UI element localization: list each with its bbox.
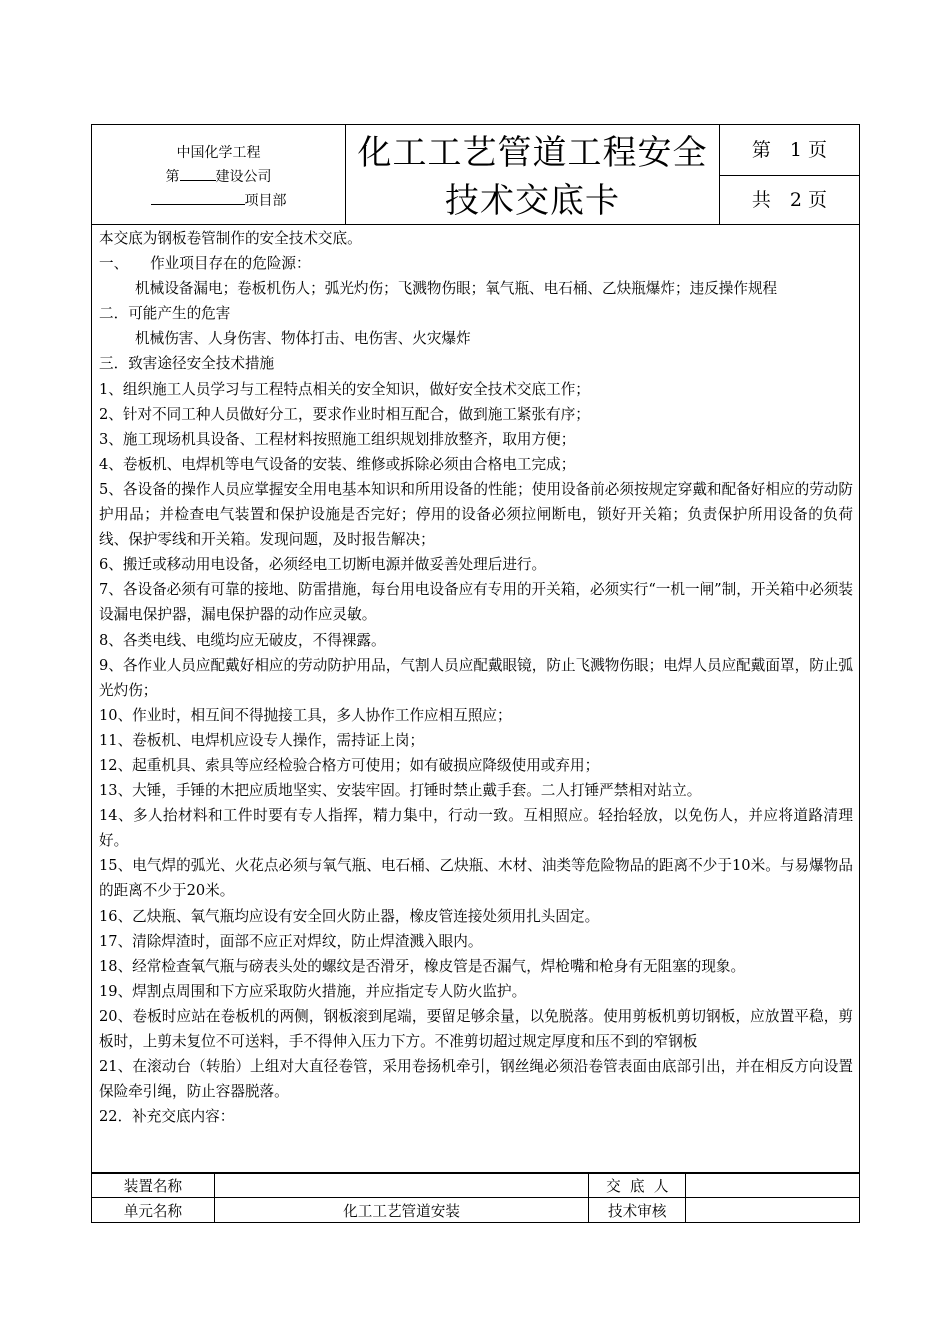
section-3-heading: 三．致害途径安全技术措施: [99, 355, 275, 373]
device-name-value: [214, 1173, 588, 1198]
branch-blank: [180, 166, 216, 181]
measure-item: 8、各类电线、电缆均应无破皮，不得裸露。: [99, 631, 386, 649]
signature-table: [91, 1172, 860, 1223]
intro-text: 本交底为钢板卷管制作的安全技术交底。: [99, 230, 362, 247]
measure-item: 2、针对不同工种人员做好分工，要求作业时相互配合，做到施工紧张有序；: [99, 405, 590, 423]
measure-item: 6、搬迁或移动用电设备，必须经电工切断电源并做妥善处理后进行。: [99, 556, 547, 574]
document-title: 化工工艺管道工程安全 技术交底卡: [346, 125, 720, 224]
section-2-text: 机械伤害、人身伤害、物体打击、电伤害、火灾爆炸: [135, 330, 471, 348]
measure-item: 1、组织施工人员学习与工程特点相关的安全知识，做好安全技术交底工作；: [99, 380, 590, 398]
project-blank: [151, 190, 245, 205]
supplement-item: 22．补充交底内容：: [99, 1108, 235, 1126]
section-2-heading: 二．可能产生的危害: [99, 305, 231, 323]
disclosure-content: [91, 224, 860, 1174]
measure-item: 18、经常检查氧气瓶与磅表头处的螺纹是否滑牙，橡皮管是否漏气，焊枪嘴和枪身有无阻塞的现象。: [99, 957, 746, 975]
company-name: 中国化学工程: [176, 145, 261, 161]
table-row: [92, 1198, 860, 1223]
measure-item: 14、多人抬材料和工件时要有专人指挥，精力集中，行动一致。互相照应。轻抬轻放，以免伤人，并应将道路清理好。: [99, 807, 853, 850]
measure-item: 5、各设备的操作人员应掌握安全用电基本知识和所用设备的性能；使用设备前必须按规定穿戴和配备好相应的劳动防护用品；并检查电气装置和保护设施是否完好；停用的设备必须拉闸断电，锁好开关箱；负责保护所用设备的负荷线、保护零线和开关箱。发现问题，及时报告解决；: [99, 480, 853, 549]
unit-name-value: 化工工艺管道安装: [214, 1198, 588, 1223]
measure-item: 4、卷板机、电焊机等电气设备的安装、维修或拆除必须由合格电工完成；: [99, 455, 576, 473]
section-1-heading: 一、 作业项目存在的危险源：: [99, 255, 311, 273]
device-name-label: 装置名称: [92, 1173, 215, 1198]
measure-item: 10、作业时，相互间不得抛接工具，多人协作工作应相互照应；: [99, 706, 512, 724]
safety-disclosure-card: [91, 124, 860, 1224]
measure-item: 13、大锤，手锤的木把应质地坚实、安装牢固。打锤时禁止戴手套。二人打锤严禁相对站立。: [99, 782, 702, 800]
measure-item: 9、各作业人员应配戴好相应的劳动防护用品，气割人员应配戴眼镜，防止飞溅物伤眼；电焊人员应配戴面罩，防止弧光灼伤；: [99, 656, 853, 699]
measure-item: 19、焊割点周围和下方应采取防火措施，并应指定专人防火监护。: [99, 982, 527, 1000]
technical-review-label: 技术审核: [589, 1198, 686, 1223]
measure-item: 21、在滚动台（转胎）上组对大直径卷管，采用卷扬机牵引，钢丝绳必须沿卷管表面由底部引出，并在相反方向设置保险牵引绳，防止容器脱落。: [99, 1058, 853, 1101]
branch-line: 第 建设公司: [92, 165, 345, 189]
project-line: 项目部: [92, 189, 345, 213]
discloser-label: 交 底 人: [589, 1173, 686, 1198]
organization-block: [92, 125, 346, 224]
measure-item: 15、电气焊的弧光、火花点必须与氧气瓶、电石桶、乙炔瓶、木材、油类等危险物品的距离不少于10米。与易爆物品的距离不少于20米。: [99, 857, 853, 900]
section-1-text: 机械设备漏电；卷板机伤人；弧光灼伤；飞溅物伤眼；氧气瓶、电石桶、乙炔瓶爆炸；违反操作规程: [135, 280, 778, 298]
measure-item: 3、施工现场机具设备、工程材料按照施工组织规划排放整齐，取用方便；: [99, 430, 576, 448]
table-row: [92, 1173, 860, 1198]
measure-item: 20、卷板时应站在卷板机的两侧，钢板滚到尾端，要留足够余量，以免脱落。使用剪板机剪切钢板，应放置平稳，剪板时，上剪未复位不可送料，手不得伸入压力下方。不准剪切超过规定厚度和压不到的窄钢板: [99, 1007, 853, 1050]
unit-name-label: 单元名称: [92, 1198, 215, 1223]
measure-item: 11、卷板机、电焊机应设专人操作，需持证上岗；: [99, 731, 425, 749]
discloser-value: [686, 1173, 860, 1198]
measure-item: 12、起重机具、索具等应经检验合格方可使用；如有破损应降级使用或弃用；: [99, 756, 600, 774]
measure-item: 7、各设备必须有可靠的接地、防雷措施，每台用电设备应有专用的开关箱，必须实行“一机一闸”制，开关箱中必须装设漏电保护器，漏电保护器的动作应灵敏。: [99, 581, 853, 624]
card-header: [91, 124, 860, 225]
technical-review-value: [686, 1198, 860, 1223]
page-number-total: 共 2 页: [751, 189, 828, 211]
measure-item: 16、乙炔瓶、氧气瓶均应设有安全回火防止器，橡皮管连接处须用扎头固定。: [99, 907, 600, 925]
page-number-current: 第 1 页: [720, 125, 859, 176]
measure-item: 17、清除焊渣时，面部不应正对焊纹，防止焊渣溅入眼内。: [99, 932, 483, 950]
